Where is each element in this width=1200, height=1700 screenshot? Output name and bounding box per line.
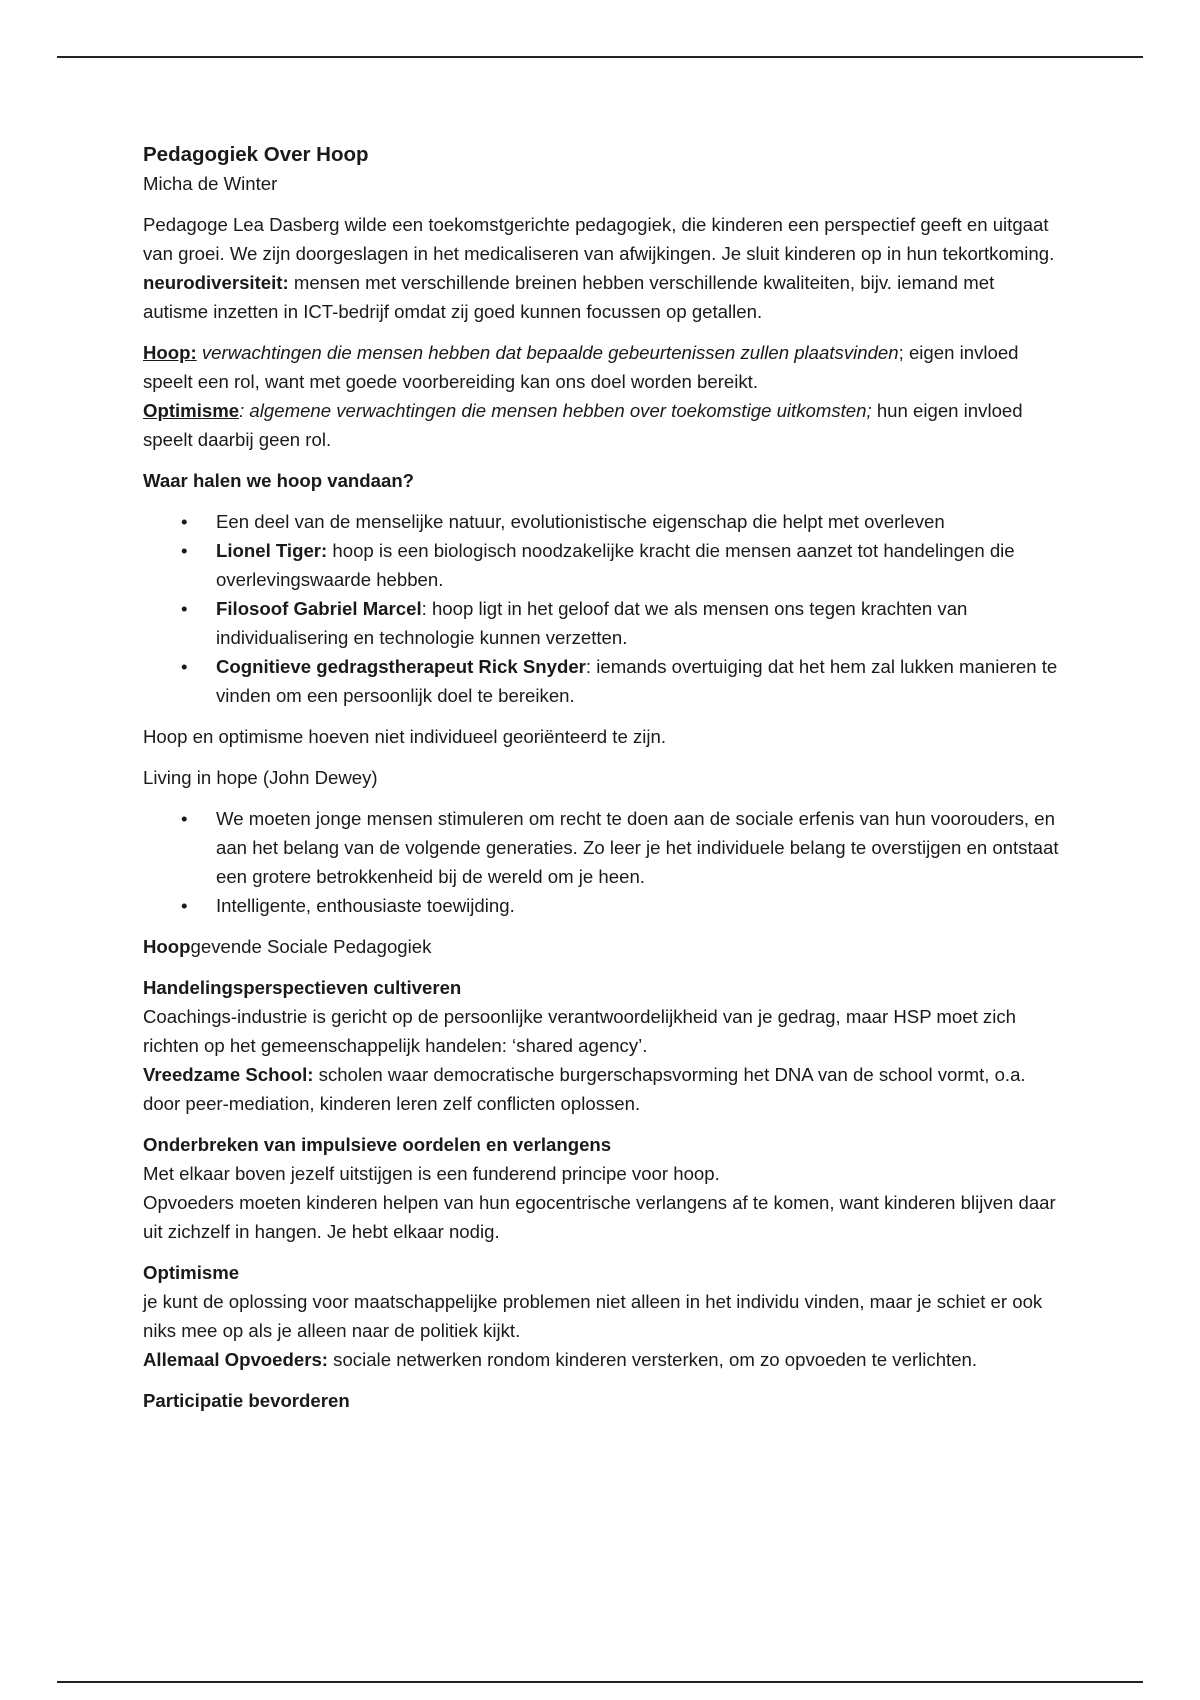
allemaal-opvoeders-paragraph [143, 1345, 1063, 1374]
onderbreken-line2: Opvoeders moeten kinderen helpen van hun egocentrische verlangens af te komen, want kinderen blijven daar uit zichzelf in hangen. Je hebt elkaar nodig. [143, 1192, 1056, 1242]
list-item [143, 536, 1063, 594]
neurodiversiteit-term: neurodiversiteit: [143, 272, 289, 293]
list-item-text: : hoop ligt in het geloof dat we als mensen ons tegen krachten van individualisering en technologie kunnen verzetten. [216, 598, 968, 648]
list-item-text: hoop is een biologisch noodzakelijke kracht die mensen aanzet tot handelingen die overlevingswaarde hebben. [216, 540, 1015, 590]
header-rule [57, 56, 1143, 58]
allemaal-opvoeders-text: sociale netwerken rondom kinderen versterken, om zo opvoeden te verlichten. [327, 1349, 978, 1370]
onderbreken-heading-text: Onderbreken van impulsieve oordelen en verlangens [143, 1134, 612, 1155]
hsp-heading [143, 932, 1063, 961]
waar-list [143, 507, 1063, 710]
bullet-icon: • [181, 656, 188, 677]
document-body [143, 140, 1063, 1415]
hsp-bold: Hoop [143, 936, 191, 957]
list-item-bold: Filosoof Gabriel Marcel [216, 598, 422, 619]
living-list [143, 804, 1063, 920]
list-item-text: Een deel van de menselijke natuur, evolutionistische eigenschap die helpt met overleven [216, 511, 945, 532]
bullet-icon: • [181, 808, 188, 829]
optimisme-heading [143, 1258, 1063, 1287]
document-title: Pedagogiek Over Hoop [143, 143, 369, 166]
living-heading: Living in hope (John Dewey) [143, 767, 378, 788]
vreedzame-school-term: Vreedzame School: [143, 1064, 314, 1085]
optimisme-heading-text: Optimisme [143, 1262, 240, 1283]
list-item-bold: Lionel Tiger: [216, 540, 328, 561]
hoop-term: Hoop: [143, 342, 197, 363]
participatie-heading-text: Participatie bevorderen [143, 1390, 350, 1411]
neurodiversiteit-text: mensen met verschillende breinen hebben verschillende kwaliteiten, bijv. iemand met autisme inzetten in ICT-bedrijf omdat zij goed kunnen focussen op getallen. [143, 272, 995, 322]
vreedzame-school-text: scholen waar democratische burgerschapsvorming het DNA van de school vormt, o.a. door peer-mediation, kinderen leren zelf conflicten oplossen. [143, 1064, 1026, 1114]
onderbreken-line1: Met elkaar boven jezelf uitstijgen is een funderend principe voor hoop. [143, 1163, 720, 1184]
footer-rule [57, 1681, 1143, 1683]
neurodiversiteit-paragraph [143, 268, 1063, 326]
hoop-text: ; eigen invloed speelt een rol, want met goede voorbereiding kan ons doel worden bereikt. [143, 342, 1019, 392]
hsp-text: gevende Sociale Pedagogiek [190, 936, 432, 957]
list-item [143, 891, 1063, 920]
list-item-text: Intelligente, enthousiaste toewijding. [216, 895, 515, 916]
hoop-definition [143, 338, 1063, 396]
list-item-bold: Cognitieve gedragstherapeut Rick Snyder [216, 656, 586, 677]
list-item [143, 594, 1063, 652]
optimisme-definition [143, 396, 1063, 454]
hoop-italic: verwachtingen die mensen hebben dat bepaalde gebeurtenissen zullen plaatsvinden [196, 342, 899, 363]
vreedzame-school-paragraph [143, 1060, 1063, 1118]
optimisme-text: je kunt de oplossing voor maatschappelijke problemen niet alleen in het individu vinden, maar je schiet er ook niks mee op als je alleen naar de politiek kijkt. [143, 1291, 1043, 1341]
bullet-icon: • [181, 895, 188, 916]
handelings-heading [143, 973, 1063, 1002]
list-item [143, 507, 1063, 536]
list-item-text: : iemands overtuiging dat het hem zal lukken manieren te vinden om een persoonlijk doel te bereiken. [216, 656, 1058, 706]
bullet-icon: • [181, 511, 188, 532]
intro-paragraph: Pedagoge Lea Dasberg wilde een toekomstgerichte pedagogiek, die kinderen een perspectief geeft en uitgaat van groei. We zijn doorgeslagen in het medicaliseren van afwijkingen. Je sluit kinderen op in hun tekortkoming. [143, 214, 1055, 264]
participatie-heading [143, 1386, 1063, 1415]
waar-heading [143, 466, 1063, 495]
optimisme-text: hun eigen invloed speelt daarbij geen rol. [143, 400, 1023, 450]
optimisme-italic: : algemene verwachtingen die mensen hebben over toekomstige uitkomsten; [239, 400, 872, 421]
hoop-note: Hoop en optimisme hoeven niet individueel georiënteerd te zijn. [143, 726, 667, 747]
optimisme-term: Optimisme [143, 400, 240, 421]
bullet-icon: • [181, 598, 188, 619]
handelings-text: Coachings-industrie is gericht op de persoonlijke verantwoordelijkheid van je gedrag, maar HSP moet zich richten op het gemeenschappelijk handelen: ‘shared agency’. [143, 1006, 1016, 1056]
list-item [143, 652, 1063, 710]
list-item [143, 804, 1063, 891]
handelings-heading-text: Handelingsperspectieven cultiveren [143, 977, 462, 998]
allemaal-opvoeders-term: Allemaal Opvoeders: [143, 1349, 328, 1370]
waar-heading-text: Waar halen we hoop vandaan? [143, 470, 415, 491]
onderbreken-heading [143, 1130, 1063, 1159]
bullet-icon: • [181, 540, 188, 561]
list-item-text: We moeten jonge mensen stimuleren om recht te doen aan de sociale erfenis van hun voorouders, en aan het belang van de volgende generaties. Zo leer je het individuele belang te overstijgen en ontstaat een grotere betrokkenheid bij de wereld om je heen. [216, 808, 1059, 887]
document-author: Micha de Winter [143, 173, 278, 194]
